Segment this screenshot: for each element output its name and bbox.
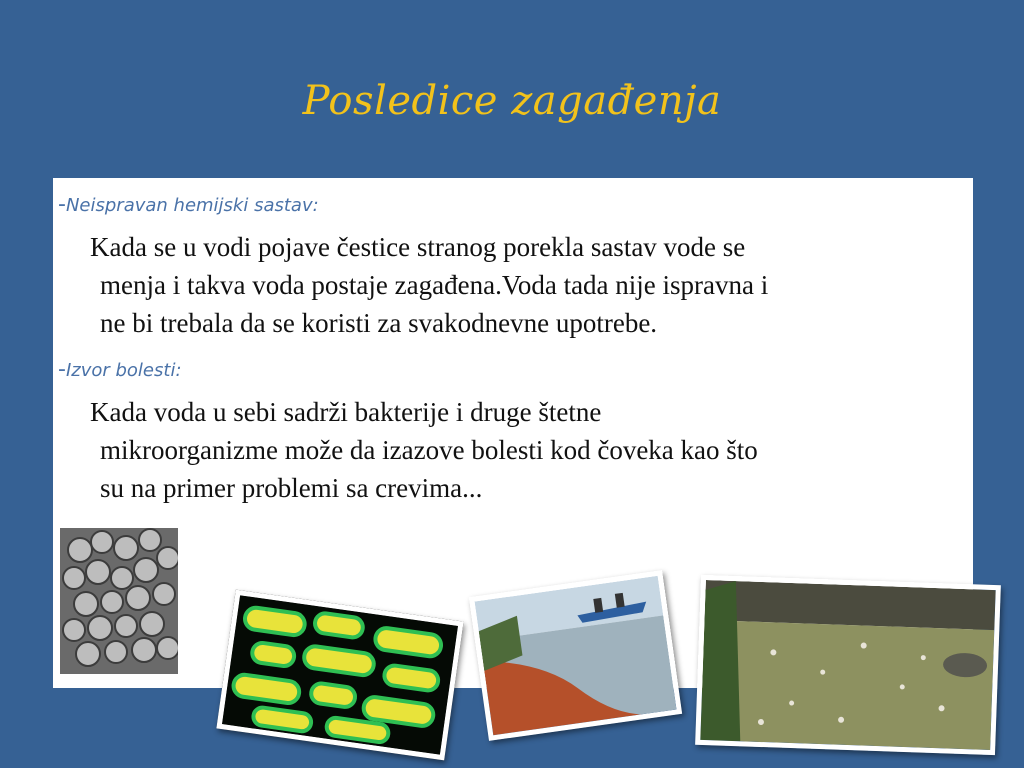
section-heading-disease <box>58 357 182 382</box>
paragraph-line: menja i takva voda postaje zagađena.Voda tada nije ispravna i <box>100 270 769 300</box>
polluted-river-boat-image <box>469 570 682 741</box>
slide-title: Posledice zagađenja <box>302 78 722 124</box>
paragraph-line: Kada se u vodi pojave čestice stranog porekla sastav vode se <box>90 232 746 262</box>
heading-marker: - <box>58 357 66 382</box>
paragraph-chemical <box>90 228 970 342</box>
paragraph-line: ne bi trebala da se koristi za svakodnevne upotrebe. <box>100 308 658 338</box>
section-heading-chemical <box>58 192 319 217</box>
polluted-pond-image <box>695 575 1001 755</box>
paragraph-line: Kada voda u sebi sadrži bakterije i druge štetne <box>90 397 602 427</box>
bacteria-micrograph-image <box>60 528 178 674</box>
heading-text: Neispravan hemijski sastav: <box>65 195 319 216</box>
paragraph-line: mikroorganizme može da izazove bolesti kod čoveka kao što <box>100 435 758 465</box>
paragraph-disease <box>90 393 970 507</box>
heading-marker: - <box>58 192 66 217</box>
paragraph-line: su na primer problemi sa crevima... <box>100 473 483 503</box>
heading-text: Izvor bolesti: <box>65 360 182 381</box>
